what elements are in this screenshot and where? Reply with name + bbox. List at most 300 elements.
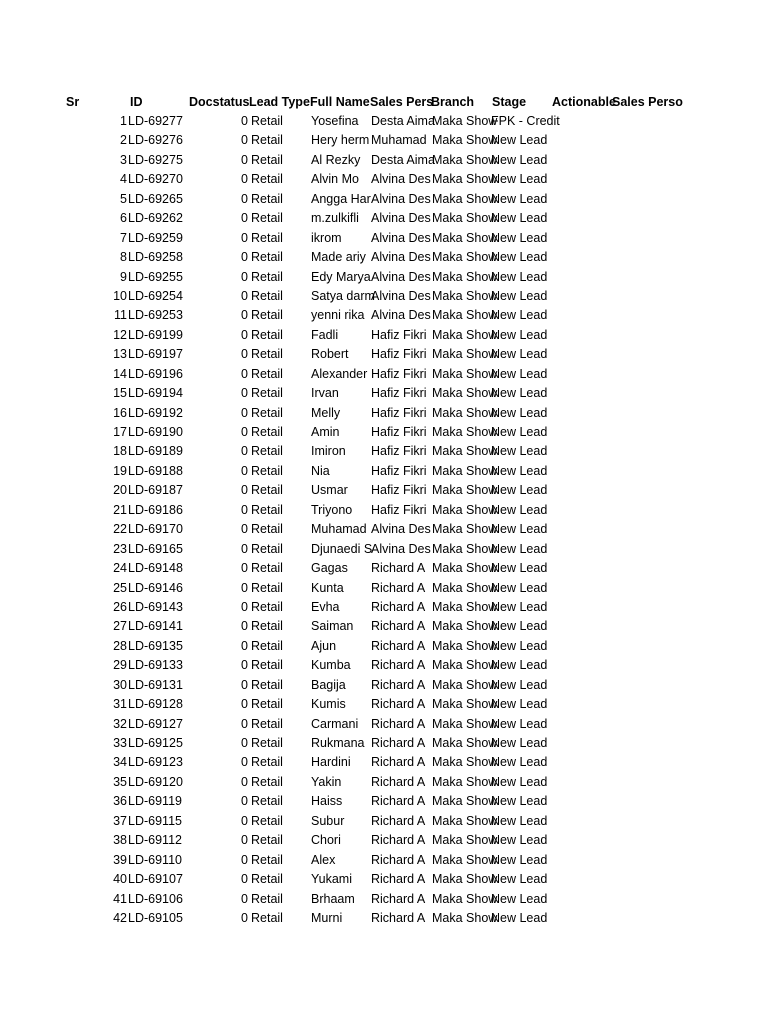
cell-docstatus[interactable]: 0: [241, 541, 248, 556]
cell-sales-person[interactable]: Alvina Des: [371, 288, 431, 303]
cell-docstatus[interactable]: 0: [241, 580, 248, 595]
cell-sales-person[interactable]: Richard A: [371, 619, 426, 634]
cell-sr[interactable]: 26: [113, 599, 127, 614]
cell-sales-person[interactable]: Alvina Des: [371, 211, 431, 226]
cell-stage[interactable]: New Lead: [491, 677, 548, 692]
cell-branch[interactable]: Maka Show: [432, 288, 498, 303]
cell-id[interactable]: LD-69189: [128, 444, 183, 459]
cell-stage[interactable]: New Lead: [491, 852, 548, 867]
cell-lead-type[interactable]: Retail: [251, 250, 283, 265]
cell-id[interactable]: LD-69196: [128, 366, 183, 381]
cell-sr[interactable]: 41: [113, 891, 127, 906]
cell-branch[interactable]: Maka Show: [432, 638, 498, 653]
cell-docstatus[interactable]: 0: [241, 347, 248, 362]
cell-sr[interactable]: 23: [113, 541, 127, 556]
cell-docstatus[interactable]: 0: [241, 250, 248, 265]
cell-sales-person[interactable]: Alvina Des: [371, 541, 431, 556]
cell-stage[interactable]: New Lead: [491, 794, 548, 809]
cell-sr[interactable]: 8: [120, 250, 127, 265]
cell-id[interactable]: LD-69194: [128, 386, 183, 401]
cell-full-name[interactable]: Kumba: [311, 658, 351, 673]
cell-docstatus[interactable]: 0: [241, 619, 248, 634]
cell-id[interactable]: LD-69106: [128, 891, 183, 906]
cell-sales-person[interactable]: Desta Aima: [371, 114, 435, 128]
cell-id[interactable]: LD-69259: [128, 230, 183, 245]
cell-id[interactable]: LD-69127: [128, 716, 183, 731]
cell-lead-type[interactable]: Retail: [251, 308, 283, 323]
cell-id[interactable]: LD-69131: [128, 677, 183, 692]
cell-lead-type[interactable]: Retail: [251, 716, 283, 731]
cell-lead-type[interactable]: Retail: [251, 561, 283, 576]
cell-full-name[interactable]: Ajun: [311, 638, 337, 653]
cell-id[interactable]: LD-69107: [128, 872, 183, 887]
cell-stage[interactable]: New Lead: [491, 152, 548, 167]
cell-id[interactable]: LD-69119: [128, 794, 182, 809]
cell-lead-type[interactable]: Retail: [251, 152, 283, 167]
cell-stage[interactable]: New Lead: [491, 269, 548, 284]
cell-stage[interactable]: New Lead: [491, 599, 548, 614]
cell-id[interactable]: LD-69120: [128, 774, 183, 789]
cell-id[interactable]: LD-69190: [128, 425, 183, 439]
cell-full-name[interactable]: Gagas: [311, 561, 348, 576]
cell-full-name[interactable]: Imiron: [311, 444, 346, 459]
cell-sr[interactable]: 1: [120, 114, 127, 128]
cell-branch[interactable]: Maka Show: [432, 794, 498, 809]
cell-sr[interactable]: 16: [113, 405, 127, 420]
cell-stage[interactable]: New Lead: [491, 716, 548, 731]
cell-branch[interactable]: Maka Show: [432, 580, 498, 595]
cell-sr[interactable]: 18: [113, 444, 127, 459]
cell-stage[interactable]: New Lead: [491, 211, 548, 226]
cell-stage[interactable]: New Lead: [491, 483, 548, 498]
cell-branch[interactable]: Maka Show: [432, 269, 498, 284]
cell-lead-type[interactable]: Retail: [251, 444, 283, 459]
cell-docstatus[interactable]: 0: [241, 522, 248, 537]
cell-branch[interactable]: Maka Show: [432, 191, 498, 206]
cell-full-name[interactable]: Rukmana: [311, 736, 365, 750]
cell-lead-type[interactable]: Retail: [251, 288, 283, 303]
cell-sales-person[interactable]: Alvina Des: [371, 308, 431, 323]
cell-lead-type[interactable]: Retail: [251, 599, 283, 614]
cell-sales-person[interactable]: Richard A: [371, 910, 426, 925]
cell-full-name[interactable]: Muhamad: [311, 522, 367, 537]
cell-sr[interactable]: 31: [113, 697, 127, 712]
header-sales-person[interactable]: Sales Pers: [370, 95, 434, 109]
cell-branch[interactable]: Maka Show: [432, 599, 498, 614]
cell-docstatus[interactable]: 0: [241, 405, 248, 420]
cell-lead-type[interactable]: Retail: [251, 872, 283, 887]
cell-id[interactable]: LD-69143: [128, 599, 183, 614]
cell-lead-type[interactable]: Retail: [251, 522, 283, 537]
cell-full-name[interactable]: Kumis: [311, 697, 346, 712]
cell-lead-type[interactable]: Retail: [251, 269, 283, 284]
cell-sr[interactable]: 29: [113, 658, 127, 673]
cell-full-name[interactable]: Melly: [311, 405, 341, 420]
cell-branch[interactable]: Maka Show: [432, 425, 498, 439]
cell-id[interactable]: LD-69123: [128, 755, 183, 770]
cell-full-name[interactable]: m.zulkifli: [311, 211, 359, 226]
cell-docstatus[interactable]: 0: [241, 813, 248, 828]
cell-sr[interactable]: 6: [120, 211, 127, 226]
cell-branch[interactable]: Maka Show: [432, 502, 498, 517]
cell-stage[interactable]: FPK - Credit: [491, 114, 560, 128]
cell-lead-type[interactable]: Retail: [251, 580, 283, 595]
cell-stage[interactable]: New Lead: [491, 736, 548, 750]
cell-stage[interactable]: New Lead: [491, 697, 548, 712]
cell-sales-person[interactable]: Hafiz Fikri: [371, 386, 427, 401]
cell-lead-type[interactable]: Retail: [251, 386, 283, 401]
cell-stage[interactable]: New Lead: [491, 250, 548, 265]
cell-full-name[interactable]: Evha: [311, 599, 340, 614]
cell-stage[interactable]: New Lead: [491, 774, 548, 789]
cell-lead-type[interactable]: Retail: [251, 697, 283, 712]
cell-stage[interactable]: New Lead: [491, 502, 548, 517]
cell-sr[interactable]: 14: [113, 366, 127, 381]
cell-sales-person[interactable]: Alvina Des: [371, 522, 431, 537]
cell-stage[interactable]: New Lead: [491, 444, 548, 459]
cell-sr[interactable]: 27: [113, 619, 127, 634]
cell-docstatus[interactable]: 0: [241, 133, 248, 148]
cell-id[interactable]: LD-69125: [128, 736, 183, 750]
cell-full-name[interactable]: Al Rezky: [311, 152, 361, 167]
cell-lead-type[interactable]: Retail: [251, 366, 283, 381]
cell-docstatus[interactable]: 0: [241, 833, 248, 848]
cell-id[interactable]: LD-69199: [128, 327, 183, 342]
cell-sr[interactable]: 15: [113, 386, 127, 401]
cell-docstatus[interactable]: 0: [241, 891, 248, 906]
cell-lead-type[interactable]: Retail: [251, 114, 283, 128]
header-stage[interactable]: Stage: [492, 95, 527, 109]
cell-id[interactable]: LD-69133: [128, 658, 183, 673]
cell-sales-person[interactable]: Richard A: [371, 580, 426, 595]
cell-full-name[interactable]: Nia: [311, 463, 330, 478]
cell-branch[interactable]: Maka Show: [432, 133, 498, 148]
cell-id[interactable]: LD-69112: [128, 833, 182, 848]
cell-lead-type[interactable]: Retail: [251, 347, 283, 362]
cell-docstatus[interactable]: 0: [241, 463, 248, 478]
cell-full-name[interactable]: Hery herm: [311, 133, 370, 148]
cell-branch[interactable]: Maka Show: [432, 230, 498, 245]
cell-id[interactable]: LD-69255: [128, 269, 183, 284]
cell-branch[interactable]: Maka Show: [432, 114, 498, 128]
cell-docstatus[interactable]: 0: [241, 677, 248, 692]
cell-sales-person[interactable]: Hafiz Fikri: [371, 347, 427, 362]
cell-full-name[interactable]: Djunaedi S: [311, 541, 373, 556]
cell-id[interactable]: LD-69253: [128, 308, 183, 323]
cell-full-name[interactable]: Amin: [311, 425, 340, 439]
cell-sr[interactable]: 37: [113, 813, 127, 828]
cell-lead-type[interactable]: Retail: [251, 736, 283, 750]
cell-sr[interactable]: 11: [114, 308, 127, 323]
cell-lead-type[interactable]: Retail: [251, 425, 283, 439]
cell-sales-person[interactable]: Hafiz Fikri: [371, 405, 427, 420]
cell-lead-type[interactable]: Retail: [251, 813, 283, 828]
cell-id[interactable]: LD-69276: [128, 133, 183, 148]
cell-stage[interactable]: New Lead: [491, 288, 548, 303]
cell-sr[interactable]: 5: [120, 191, 127, 206]
header-actionable[interactable]: Actionable: [552, 95, 616, 109]
cell-sales-person[interactable]: Richard A: [371, 677, 426, 692]
cell-branch[interactable]: Maka Show: [432, 833, 498, 848]
cell-branch[interactable]: Maka Show: [432, 561, 498, 576]
cell-sales-person[interactable]: Hafiz Fikri: [371, 425, 427, 439]
header-id[interactable]: ID: [130, 95, 143, 109]
cell-lead-type[interactable]: Retail: [251, 133, 283, 148]
cell-full-name[interactable]: Murni: [311, 910, 343, 925]
cell-sales-person[interactable]: Richard A: [371, 716, 426, 731]
cell-sr[interactable]: 28: [113, 638, 127, 653]
cell-stage[interactable]: New Lead: [491, 619, 548, 634]
cell-id[interactable]: LD-69275: [128, 152, 183, 167]
cell-sales-person[interactable]: Alvina Des: [371, 172, 431, 187]
cell-lead-type[interactable]: Retail: [251, 638, 283, 653]
cell-sr[interactable]: 33: [113, 736, 127, 750]
header-sales-person-2[interactable]: Sales Perso: [612, 95, 683, 109]
cell-stage[interactable]: New Lead: [491, 891, 548, 906]
cell-branch[interactable]: Maka Show: [432, 736, 498, 750]
cell-id[interactable]: LD-69186: [128, 502, 183, 517]
cell-stage[interactable]: New Lead: [491, 308, 548, 323]
cell-branch[interactable]: Maka Show: [432, 405, 498, 420]
cell-docstatus[interactable]: 0: [241, 269, 248, 284]
cell-docstatus[interactable]: 0: [241, 599, 248, 614]
cell-branch[interactable]: Maka Show: [432, 522, 498, 537]
cell-full-name[interactable]: Usmar: [311, 483, 348, 498]
cell-id[interactable]: LD-69187: [128, 483, 183, 498]
cell-full-name[interactable]: Carmani: [311, 716, 359, 731]
cell-docstatus[interactable]: 0: [241, 716, 248, 731]
cell-docstatus[interactable]: 0: [241, 288, 248, 303]
cell-docstatus[interactable]: 0: [241, 872, 248, 887]
cell-docstatus[interactable]: 0: [241, 172, 248, 187]
cell-docstatus[interactable]: 0: [241, 794, 248, 809]
cell-id[interactable]: LD-69170: [128, 522, 183, 537]
cell-stage[interactable]: New Lead: [491, 541, 548, 556]
cell-sales-person[interactable]: Hafiz Fikri: [371, 483, 427, 498]
cell-docstatus[interactable]: 0: [241, 774, 248, 789]
cell-full-name[interactable]: Alvin Mo: [311, 172, 359, 187]
cell-id[interactable]: LD-69197: [128, 347, 183, 362]
cell-docstatus[interactable]: 0: [241, 502, 248, 517]
cell-sales-person[interactable]: Alvina Des: [371, 191, 431, 206]
cell-full-name[interactable]: Fadli: [311, 327, 339, 342]
cell-sales-person[interactable]: Richard A: [371, 794, 426, 809]
cell-full-name[interactable]: Saiman: [311, 619, 354, 634]
cell-full-name[interactable]: Kunta: [311, 580, 344, 595]
cell-full-name[interactable]: Bagija: [311, 677, 346, 692]
cell-docstatus[interactable]: 0: [241, 658, 248, 673]
cell-sr[interactable]: 25: [113, 580, 127, 595]
cell-branch[interactable]: Maka Show: [432, 677, 498, 692]
cell-sales-person[interactable]: Richard A: [371, 774, 426, 789]
cell-branch[interactable]: Maka Show: [432, 152, 498, 167]
cell-full-name[interactable]: Made ariy: [311, 250, 366, 265]
cell-stage[interactable]: New Lead: [491, 813, 548, 828]
cell-sales-person[interactable]: Richard A: [371, 697, 426, 712]
cell-sr[interactable]: 19: [113, 463, 127, 478]
cell-branch[interactable]: Maka Show: [432, 658, 498, 673]
cell-full-name[interactable]: Alexander: [311, 366, 368, 381]
cell-id[interactable]: LD-69146: [128, 580, 183, 595]
cell-id[interactable]: LD-69165: [128, 541, 183, 556]
cell-stage[interactable]: New Lead: [491, 561, 548, 576]
cell-lead-type[interactable]: Retail: [251, 191, 283, 206]
cell-branch[interactable]: Maka Show: [432, 872, 498, 887]
header-branch[interactable]: Branch: [431, 95, 475, 109]
cell-id[interactable]: LD-69270: [128, 172, 183, 187]
cell-id[interactable]: LD-69258: [128, 250, 183, 265]
cell-lead-type[interactable]: Retail: [251, 619, 283, 634]
cell-lead-type[interactable]: Retail: [251, 230, 283, 245]
cell-branch[interactable]: Maka Show: [432, 483, 498, 498]
cell-docstatus[interactable]: 0: [241, 910, 248, 925]
cell-docstatus[interactable]: 0: [241, 736, 248, 750]
cell-full-name[interactable]: Yukami: [311, 872, 352, 887]
cell-docstatus[interactable]: 0: [241, 425, 248, 439]
cell-id[interactable]: LD-69254: [128, 288, 183, 303]
cell-id[interactable]: LD-69135: [128, 638, 183, 653]
cell-sales-person[interactable]: Alvina Des: [371, 230, 431, 245]
cell-lead-type[interactable]: Retail: [251, 172, 283, 187]
cell-lead-type[interactable]: Retail: [251, 483, 283, 498]
cell-docstatus[interactable]: 0: [241, 697, 248, 712]
cell-lead-type[interactable]: Retail: [251, 774, 283, 789]
cell-lead-type[interactable]: Retail: [251, 891, 283, 906]
cell-sr[interactable]: 3: [120, 152, 127, 167]
cell-lead-type[interactable]: Retail: [251, 327, 283, 342]
cell-id[interactable]: LD-69265: [128, 191, 183, 206]
cell-branch[interactable]: Maka Show: [432, 366, 498, 381]
cell-branch[interactable]: Maka Show: [432, 172, 498, 187]
cell-lead-type[interactable]: Retail: [251, 463, 283, 478]
header-lead-type[interactable]: Lead Type: [249, 95, 310, 109]
header-docstatus[interactable]: Docstatus: [189, 95, 250, 109]
cell-full-name[interactable]: Yakin: [311, 774, 342, 789]
cell-lead-type[interactable]: Retail: [251, 755, 283, 770]
cell-id[interactable]: LD-69105: [128, 910, 183, 925]
header-full-name[interactable]: Full Name: [310, 95, 370, 109]
cell-docstatus[interactable]: 0: [241, 483, 248, 498]
cell-docstatus[interactable]: 0: [241, 327, 248, 342]
cell-sales-person[interactable]: Hafiz Fikri: [371, 463, 427, 478]
cell-branch[interactable]: Maka Show: [432, 910, 498, 925]
cell-sales-person[interactable]: Richard A: [371, 561, 426, 576]
cell-lead-type[interactable]: Retail: [251, 910, 283, 925]
cell-stage[interactable]: New Lead: [491, 833, 548, 848]
cell-full-name[interactable]: yenni rika: [311, 308, 365, 323]
cell-sr[interactable]: 13: [113, 347, 127, 362]
cell-sales-person[interactable]: Richard A: [371, 755, 426, 770]
cell-sr[interactable]: 40: [113, 872, 127, 887]
cell-id[interactable]: LD-69128: [128, 697, 183, 712]
cell-docstatus[interactable]: 0: [241, 852, 248, 867]
cell-id[interactable]: LD-69115: [128, 813, 182, 828]
cell-stage[interactable]: New Lead: [491, 872, 548, 887]
cell-sr[interactable]: 21: [113, 502, 127, 517]
cell-sales-person[interactable]: Richard A: [371, 813, 426, 828]
cell-branch[interactable]: Maka Show: [432, 755, 498, 770]
cell-docstatus[interactable]: 0: [241, 366, 248, 381]
cell-sr[interactable]: 9: [120, 269, 127, 284]
cell-docstatus[interactable]: 0: [241, 191, 248, 206]
cell-branch[interactable]: Maka Show: [432, 619, 498, 634]
cell-id[interactable]: LD-69192: [128, 405, 183, 420]
cell-full-name[interactable]: Angga Har: [311, 191, 371, 206]
cell-sales-person[interactable]: Richard A: [371, 736, 426, 750]
cell-sales-person[interactable]: Richard A: [371, 599, 426, 614]
cell-stage[interactable]: New Lead: [491, 522, 548, 537]
cell-full-name[interactable]: Brhaam: [311, 891, 355, 906]
cell-sr[interactable]: 39: [113, 852, 127, 867]
cell-stage[interactable]: New Lead: [491, 172, 548, 187]
cell-lead-type[interactable]: Retail: [251, 794, 283, 809]
cell-stage[interactable]: New Lead: [491, 191, 548, 206]
cell-sales-person[interactable]: Richard A: [371, 891, 426, 906]
cell-lead-type[interactable]: Retail: [251, 852, 283, 867]
cell-sr[interactable]: 36: [113, 794, 127, 809]
cell-full-name[interactable]: Edy Marya: [311, 269, 371, 284]
cell-docstatus[interactable]: 0: [241, 755, 248, 770]
cell-branch[interactable]: Maka Show: [432, 327, 498, 342]
cell-full-name[interactable]: Yosefina: [311, 114, 359, 128]
cell-full-name[interactable]: Chori: [311, 833, 341, 848]
cell-stage[interactable]: New Lead: [491, 638, 548, 653]
cell-stage[interactable]: New Lead: [491, 133, 548, 148]
cell-sr[interactable]: 17: [113, 425, 127, 439]
cell-sr[interactable]: 2: [120, 133, 127, 148]
cell-lead-type[interactable]: Retail: [251, 658, 283, 673]
cell-branch[interactable]: Maka Show: [432, 774, 498, 789]
cell-full-name[interactable]: Subur: [311, 813, 345, 828]
cell-full-name[interactable]: Irvan: [311, 386, 339, 401]
cell-branch[interactable]: Maka Show: [432, 308, 498, 323]
cell-lead-type[interactable]: Retail: [251, 211, 283, 226]
cell-full-name[interactable]: Robert: [311, 347, 349, 362]
cell-docstatus[interactable]: 0: [241, 444, 248, 459]
cell-stage[interactable]: New Lead: [491, 347, 548, 362]
cell-full-name[interactable]: Triyono: [311, 502, 353, 517]
cell-sr[interactable]: 10: [113, 288, 127, 303]
cell-full-name[interactable]: Hardini: [311, 755, 351, 770]
header-sr[interactable]: Sr: [66, 95, 80, 109]
cell-branch[interactable]: Maka Show: [432, 250, 498, 265]
cell-sr[interactable]: 12: [113, 327, 127, 342]
cell-stage[interactable]: New Lead: [491, 366, 548, 381]
cell-stage[interactable]: New Lead: [491, 386, 548, 401]
cell-stage[interactable]: New Lead: [491, 230, 548, 245]
cell-branch[interactable]: Maka Show: [432, 463, 498, 478]
cell-full-name[interactable]: Haiss: [311, 794, 343, 809]
cell-sr[interactable]: 35: [113, 774, 127, 789]
cell-sales-person[interactable]: Muhamad: [371, 133, 427, 148]
cell-docstatus[interactable]: 0: [241, 308, 248, 323]
cell-lead-type[interactable]: Retail: [251, 677, 283, 692]
cell-id[interactable]: LD-69141: [128, 619, 183, 634]
cell-docstatus[interactable]: 0: [241, 230, 248, 245]
cell-stage[interactable]: New Lead: [491, 580, 548, 595]
cell-lead-type[interactable]: Retail: [251, 405, 283, 420]
cell-branch[interactable]: Maka Show: [432, 347, 498, 362]
cell-sales-person[interactable]: Richard A: [371, 833, 426, 848]
cell-sales-person[interactable]: Richard A: [371, 658, 426, 673]
cell-stage[interactable]: New Lead: [491, 755, 548, 770]
cell-sales-person[interactable]: Alvina Des: [371, 250, 431, 265]
cell-full-name[interactable]: Alex: [311, 852, 336, 867]
cell-sr[interactable]: 4: [120, 172, 127, 187]
cell-branch[interactable]: Maka Show: [432, 852, 498, 867]
cell-stage[interactable]: New Lead: [491, 327, 548, 342]
cell-sr[interactable]: 34: [113, 755, 127, 770]
